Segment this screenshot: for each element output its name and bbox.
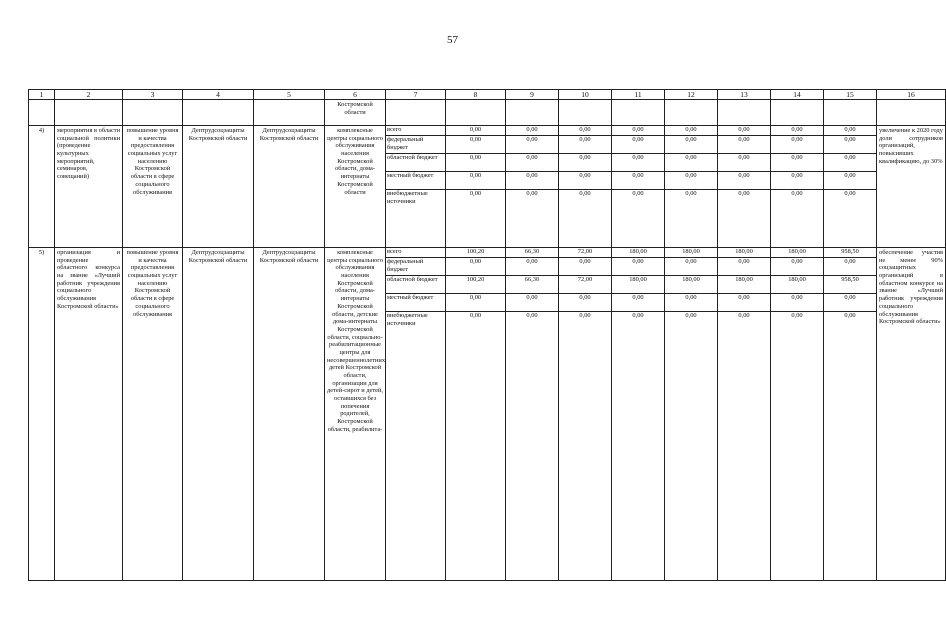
- amount-value: 0,00: [844, 312, 856, 319]
- recipient-cell: Дептрудсоцзащиты Костромской области: [254, 248, 325, 581]
- amount-value: 0,00: [446, 136, 505, 154]
- table-row: [29, 126, 946, 248]
- amount-value: 958,50: [824, 248, 876, 258]
- amount-value: 0,00: [771, 126, 823, 136]
- value-cell: [446, 248, 506, 581]
- direction-cell: повышение уровня и качества предоставления социальных услуг населению Костромской области в сфере социального обслуживания: [123, 126, 183, 248]
- value-cell: [446, 126, 506, 248]
- amount-value: 0,00: [791, 190, 803, 197]
- amount-value: 0,00: [665, 172, 717, 190]
- sources-cell: [386, 126, 446, 248]
- participants-cell: комплексные центры социального обслуживания населения Костромской области, дома-интернаты Костромской области: [325, 126, 386, 248]
- col-header: 3: [123, 90, 183, 100]
- amount-value: 180,00: [665, 248, 717, 258]
- value-cell: [612, 126, 665, 248]
- amount-value: 0,00: [824, 154, 876, 172]
- amount-value: 0,00: [469, 312, 482, 319]
- amount-value: 0,00: [506, 154, 558, 172]
- amount-value: 100,20: [446, 248, 505, 258]
- responsible-cell: Дептрудсоцзащиты Костромской области: [183, 248, 254, 581]
- amount-value: 0,00: [526, 190, 538, 197]
- amount-value: 0,00: [559, 154, 611, 172]
- program-table: [28, 89, 946, 581]
- amount-value: 180,00: [665, 276, 717, 294]
- col-header: 7: [386, 90, 446, 100]
- amount-value: 0,00: [665, 294, 717, 312]
- result-cell: увеличение к 2020 году доли сотрудников организаций, повысивших квалификацию, до 30%: [877, 126, 946, 248]
- amount-value: 100,20: [446, 276, 505, 294]
- amount-value: 0,00: [446, 126, 505, 136]
- source-name: внебюджетные источники: [387, 190, 428, 205]
- col-header: 11: [612, 90, 665, 100]
- value-cell: [771, 248, 824, 581]
- source-name: федеральный бюджет: [386, 258, 445, 276]
- amount-value: 0,00: [579, 312, 591, 319]
- amount-value: 0,00: [559, 294, 611, 312]
- col-header: 2: [55, 90, 123, 100]
- amount-value: 0,00: [506, 258, 558, 276]
- amount-value: 958,50: [824, 276, 876, 294]
- amount-value: 0,00: [824, 172, 876, 190]
- amount-value: 0,00: [559, 258, 611, 276]
- amount-value: 0,00: [665, 258, 717, 276]
- value-cell: [665, 126, 718, 248]
- amount-value: 180,00: [718, 248, 770, 258]
- amount-value: 0,00: [718, 172, 770, 190]
- amount-value: 0,00: [632, 190, 644, 197]
- col-header: 14: [771, 90, 824, 100]
- amount-value: 0,00: [506, 126, 558, 136]
- amount-value: 0,00: [718, 126, 770, 136]
- event-cell: организация и проведение областного конкурса на звание «Лучший работник учреждения социального обслуживания Костромской области»: [55, 248, 123, 581]
- value-cell: [506, 248, 559, 581]
- event-cell: мероприятия в области социальной политики (проведение культурных мероприятий, семинаров, совещаний): [55, 126, 123, 248]
- value-cell: [559, 248, 612, 581]
- amount-value: 0,00: [446, 172, 505, 190]
- amount-value: 0,00: [665, 154, 717, 172]
- amount-value: 72,00: [559, 248, 611, 258]
- value-cell: [559, 126, 612, 248]
- value-cell: [612, 248, 665, 581]
- col-header: 5: [254, 90, 325, 100]
- amount-value: 0,00: [506, 294, 558, 312]
- amount-value: 0,00: [718, 294, 770, 312]
- header-row: [29, 90, 946, 100]
- amount-value: 180,00: [718, 276, 770, 294]
- amount-value: 0,00: [665, 126, 717, 136]
- source-name: всего: [386, 126, 445, 136]
- amount-value: 0,00: [469, 190, 482, 197]
- value-cell: [824, 126, 877, 248]
- amount-value: 0,00: [685, 190, 697, 197]
- col-header: 4: [183, 90, 254, 100]
- amount-value: 0,00: [771, 136, 823, 154]
- value-cell: [506, 126, 559, 248]
- responsible-cell: Дептрудсоцзащиты Костромской области: [183, 126, 254, 248]
- col-header: 1: [29, 90, 55, 100]
- value-cell: [824, 248, 877, 581]
- amount-value: 0,00: [718, 136, 770, 154]
- amount-value: 0,00: [612, 258, 664, 276]
- amount-value: 0,00: [771, 294, 823, 312]
- amount-value: 0,00: [824, 126, 876, 136]
- row-number: 4): [29, 126, 55, 248]
- amount-value: 72,00: [559, 276, 611, 294]
- amount-value: 0,00: [718, 258, 770, 276]
- col-header: 15: [824, 90, 877, 100]
- amount-value: 0,00: [824, 294, 876, 312]
- amount-value: 0,00: [738, 312, 750, 319]
- sources-cell: [386, 248, 446, 581]
- amount-value: 0,00: [506, 136, 558, 154]
- col-header: 13: [718, 90, 771, 100]
- col-header: 8: [446, 90, 506, 100]
- amount-value: 0,00: [579, 190, 591, 197]
- amount-value: 0,00: [446, 294, 505, 312]
- col-header: 6: [325, 90, 386, 100]
- value-cell: [718, 126, 771, 248]
- amount-value: 0,00: [612, 136, 664, 154]
- col-header: 10: [559, 90, 612, 100]
- amount-value: 0,00: [844, 190, 856, 197]
- amount-value: 0,00: [612, 294, 664, 312]
- amount-value: 66,30: [506, 248, 558, 258]
- amount-value: 0,00: [771, 154, 823, 172]
- amount-value: 180,00: [612, 248, 664, 258]
- source-name: внебюджетные источники: [387, 312, 428, 327]
- source-name: федеральный бюджет: [386, 136, 445, 154]
- amount-value: 0,00: [506, 172, 558, 190]
- result-cell: обеспечение участия не менее 90% соцзащитных организаций в областном конкурсе на звание «Лучший работник учреждения социального обслуживания Костромской области»: [877, 248, 946, 581]
- direction-cell: повышение уровня и качества предоставления социальных услуг населению Костромской области в сфере социального обслуживания: [123, 248, 183, 581]
- source-name: местный бюджет: [386, 172, 445, 190]
- amount-value: 0,00: [632, 312, 644, 319]
- participants-cell: Костромской области: [325, 100, 386, 126]
- amount-value: 0,00: [771, 172, 823, 190]
- value-cell: [665, 248, 718, 581]
- amount-value: 0,00: [791, 312, 803, 319]
- source-name: всего: [386, 248, 445, 258]
- col-header: 12: [665, 90, 718, 100]
- col-header: 16: [877, 90, 946, 100]
- col-header: 9: [506, 90, 559, 100]
- continuation-row: [29, 100, 946, 126]
- amount-value: 0,00: [738, 190, 750, 197]
- source-name: областной бюджет: [386, 154, 445, 172]
- row-number: 5): [29, 248, 55, 581]
- amount-value: 0,00: [612, 126, 664, 136]
- source-name: областной бюджет: [386, 276, 445, 294]
- amount-value: 0,00: [718, 154, 770, 172]
- amount-value: 0,00: [771, 258, 823, 276]
- amount-value: 0,00: [526, 312, 538, 319]
- amount-value: 180,00: [771, 276, 823, 294]
- amount-value: 66,30: [506, 276, 558, 294]
- table-row: [29, 248, 946, 581]
- recipient-cell: Дептрудсоцзащиты Костромской области: [254, 126, 325, 248]
- participants-cell: комплексные центры социального обслуживания населения Костромской области, дома-интернаты Костромской области, детские дома-интернаты Костромской области, социально-реабилитационные центры для несовершеннолетних детей Костромской области, организации для детей-сирот и детей, оставшихся без попечения родителей, Костромской области, реабилита-: [325, 248, 386, 581]
- value-cell: [771, 126, 824, 248]
- amount-value: 0,00: [559, 136, 611, 154]
- amount-value: 0,00: [824, 258, 876, 276]
- value-cell: [718, 248, 771, 581]
- amount-value: 180,00: [771, 248, 823, 258]
- amount-value: 0,00: [559, 172, 611, 190]
- amount-value: 0,00: [612, 172, 664, 190]
- amount-value: 0,00: [446, 258, 505, 276]
- amount-value: 0,00: [824, 136, 876, 154]
- amount-value: 0,00: [559, 126, 611, 136]
- source-name: местный бюджет: [386, 294, 445, 312]
- amount-value: 180,00: [612, 276, 664, 294]
- amount-value: 0,00: [446, 154, 505, 172]
- page-number: 57: [447, 34, 458, 46]
- amount-value: 0,00: [665, 136, 717, 154]
- amount-value: 0,00: [685, 312, 697, 319]
- amount-value: 0,00: [612, 154, 664, 172]
